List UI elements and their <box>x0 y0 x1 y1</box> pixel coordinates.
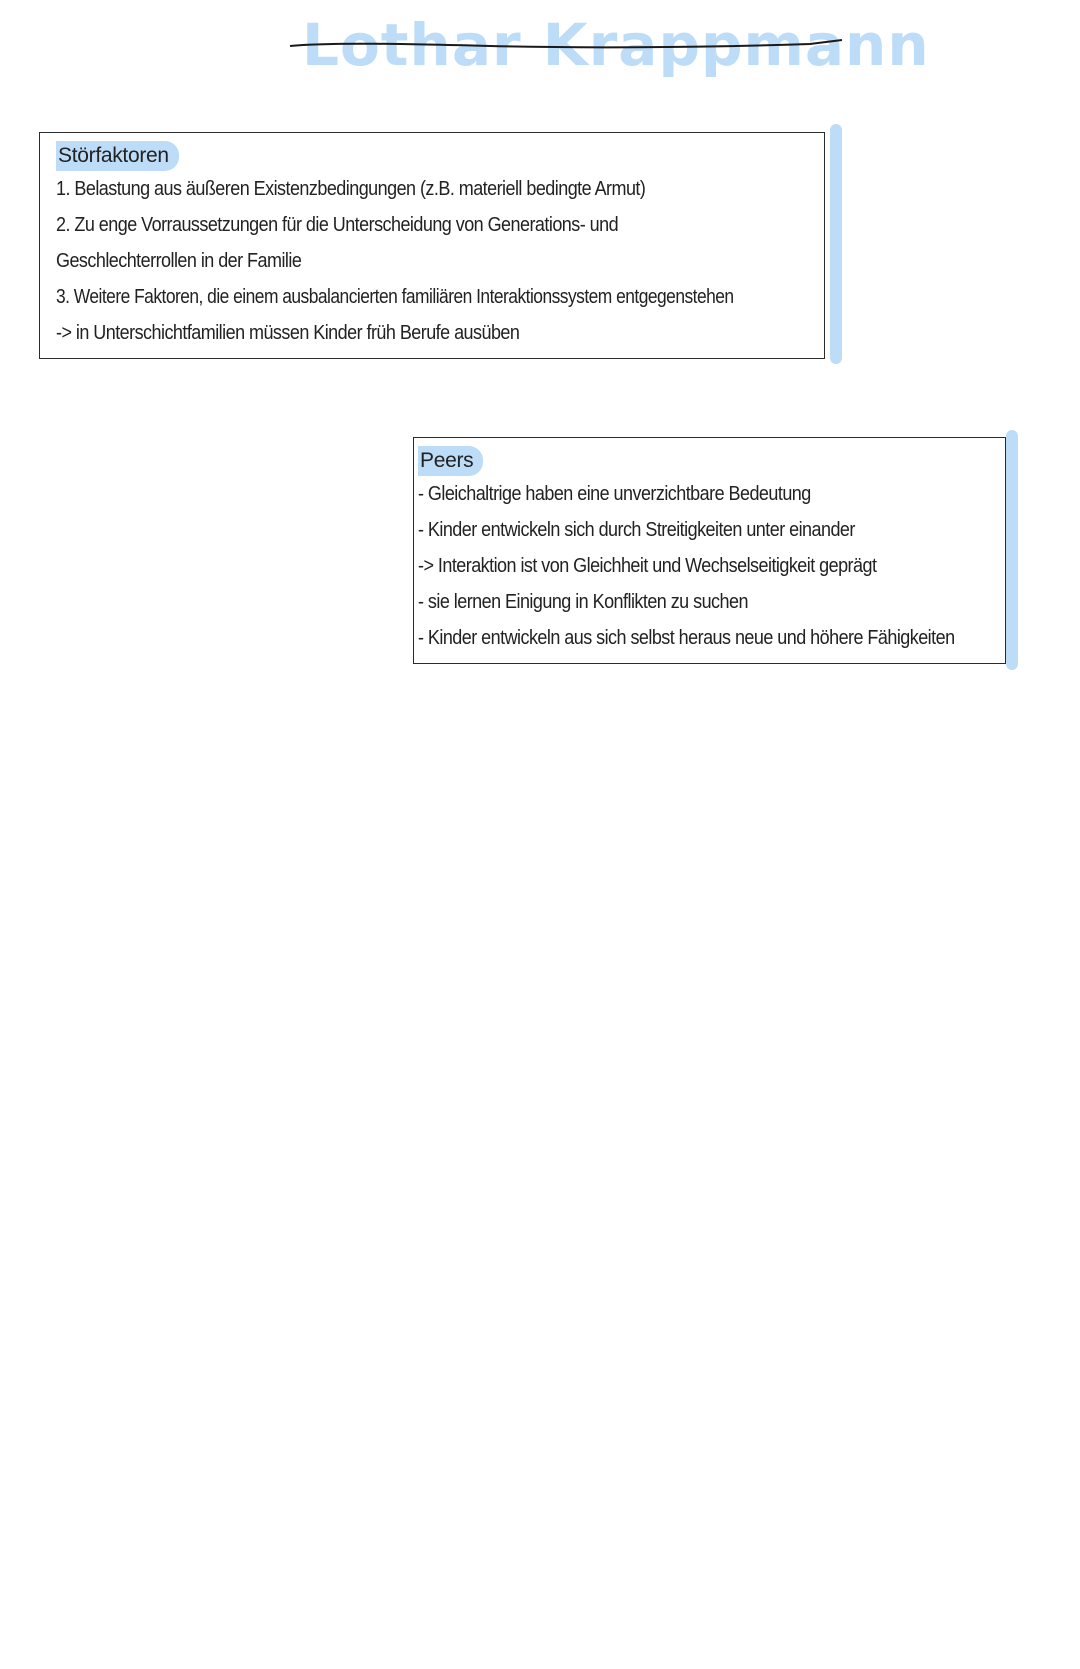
stoerfaktoren-line-3: Geschlechterrollen in der Familie <box>56 250 302 272</box>
peers-line-5: - Kinder entwickeln aus sich selbst heraus neue und höhere Fähigkeiten <box>418 627 955 649</box>
title-highlight-text: Lothar Krappmann <box>302 11 930 79</box>
stoerfaktoren-heading: Störfaktoren <box>56 141 179 171</box>
peers-box <box>413 437 1006 664</box>
stoerfaktoren-line-4: 3. Weitere Faktoren, die einem ausbalancierten familiären Interaktionssystem entgegenstehen <box>56 286 734 308</box>
peers-line-1: - Gleichaltrige haben eine unverzichtbare Bedeutung <box>418 483 811 505</box>
stoerfaktoren-line-2: 2. Zu enge Vorraussetzungen für die Unterscheidung von Generations- und <box>56 214 619 236</box>
peers-line-2: - Kinder entwickeln sich durch Streitigkeiten unter einander <box>418 519 855 541</box>
peers-heading: Peers <box>418 446 483 476</box>
stoerfaktoren-line-1: 1. Belastung aus äußeren Existenzbedingungen (z.B. materiell bedingte Armut) <box>56 178 646 200</box>
stoerfaktoren-line-5: -> in Unterschichtfamilien müssen Kinder früh Berufe ausüben <box>56 322 520 344</box>
page-title <box>290 6 930 86</box>
peers-line-3: -> Interaktion ist von Gleichheit und Wechselseitigkeit geprägt <box>418 555 877 577</box>
peers-line-4: - sie lernen Einigung in Konflikten zu suchen <box>418 591 748 613</box>
title-underline-stroke <box>290 6 850 86</box>
stoerfaktoren-box <box>39 132 825 359</box>
